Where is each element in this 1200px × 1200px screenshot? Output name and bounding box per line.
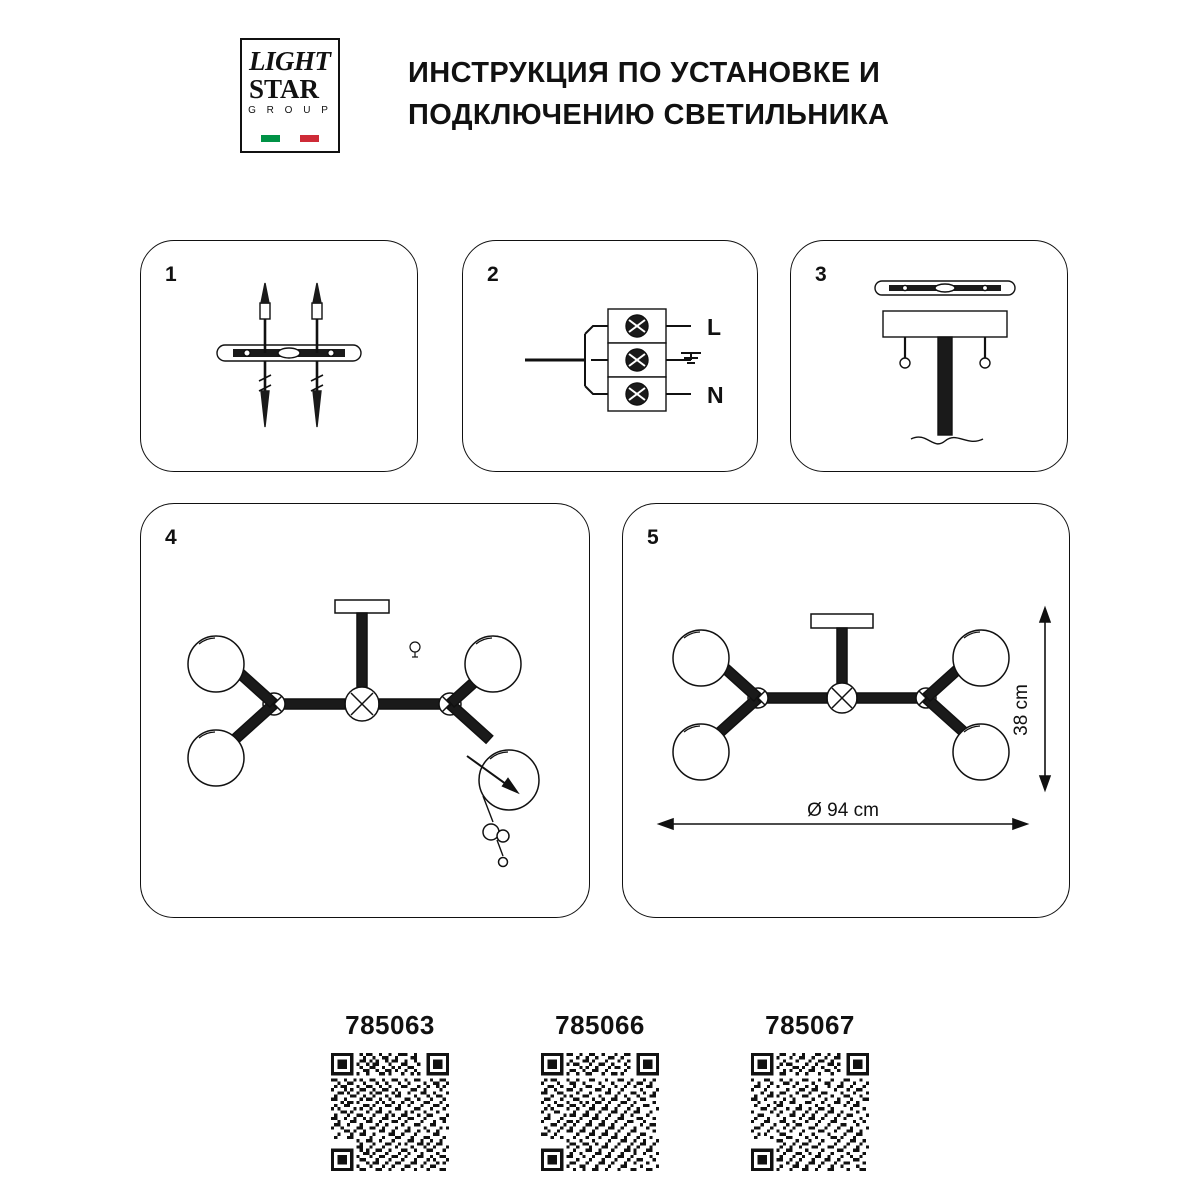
product-code-label: 785066 (555, 1010, 645, 1040)
product-codes (0, 1010, 1200, 1171)
product-code-label: 785067 (765, 1010, 855, 1040)
step3-diagram (791, 241, 1069, 473)
step-number-1: 1 (165, 263, 177, 286)
page-title: ИНСТРУКЦИЯ ПО УСТАНОВКЕ И ПОДКЛЮЧЕНИЮ СВЕТИЛЬНИКА (408, 57, 890, 132)
step-number-3: 3 (815, 263, 827, 286)
italian-flag-icon (261, 135, 319, 142)
step1-diagram (141, 241, 419, 473)
brand-logo (240, 38, 340, 153)
product-code-block (515, 1010, 685, 1171)
step4-diagram (141, 504, 591, 919)
terminal-label-L: L (707, 314, 722, 340)
qr-code-icon[interactable] (316, 1053, 464, 1171)
step5-diagram (623, 504, 1071, 919)
product-code-label: 785063 (345, 1010, 435, 1040)
step-panel-5 (622, 503, 1070, 918)
step-number-5: 5 (647, 526, 659, 549)
qr-code-icon[interactable] (736, 1053, 884, 1171)
step2-diagram (463, 241, 759, 473)
step-panel-1 (140, 240, 418, 472)
step-panel-3 (790, 240, 1068, 472)
logo-line-star: STAR (249, 74, 320, 104)
terminal-label-N: N (707, 382, 724, 408)
logo-line-group: G R O U P (248, 105, 332, 117)
logo-line-light: LIGHT (249, 46, 331, 76)
step-panel-4 (140, 503, 590, 918)
step-number-2: 2 (487, 263, 499, 286)
width-dimension-label: Ø 94 cm (807, 800, 879, 821)
qr-code-icon[interactable] (526, 1053, 674, 1171)
page-header (0, 0, 1200, 200)
product-code-block (725, 1010, 895, 1171)
step-panel-2 (462, 240, 758, 472)
step-number-4: 4 (165, 526, 177, 549)
height-dimension-label: 38 cm (1011, 684, 1032, 736)
product-code-block (305, 1010, 475, 1171)
